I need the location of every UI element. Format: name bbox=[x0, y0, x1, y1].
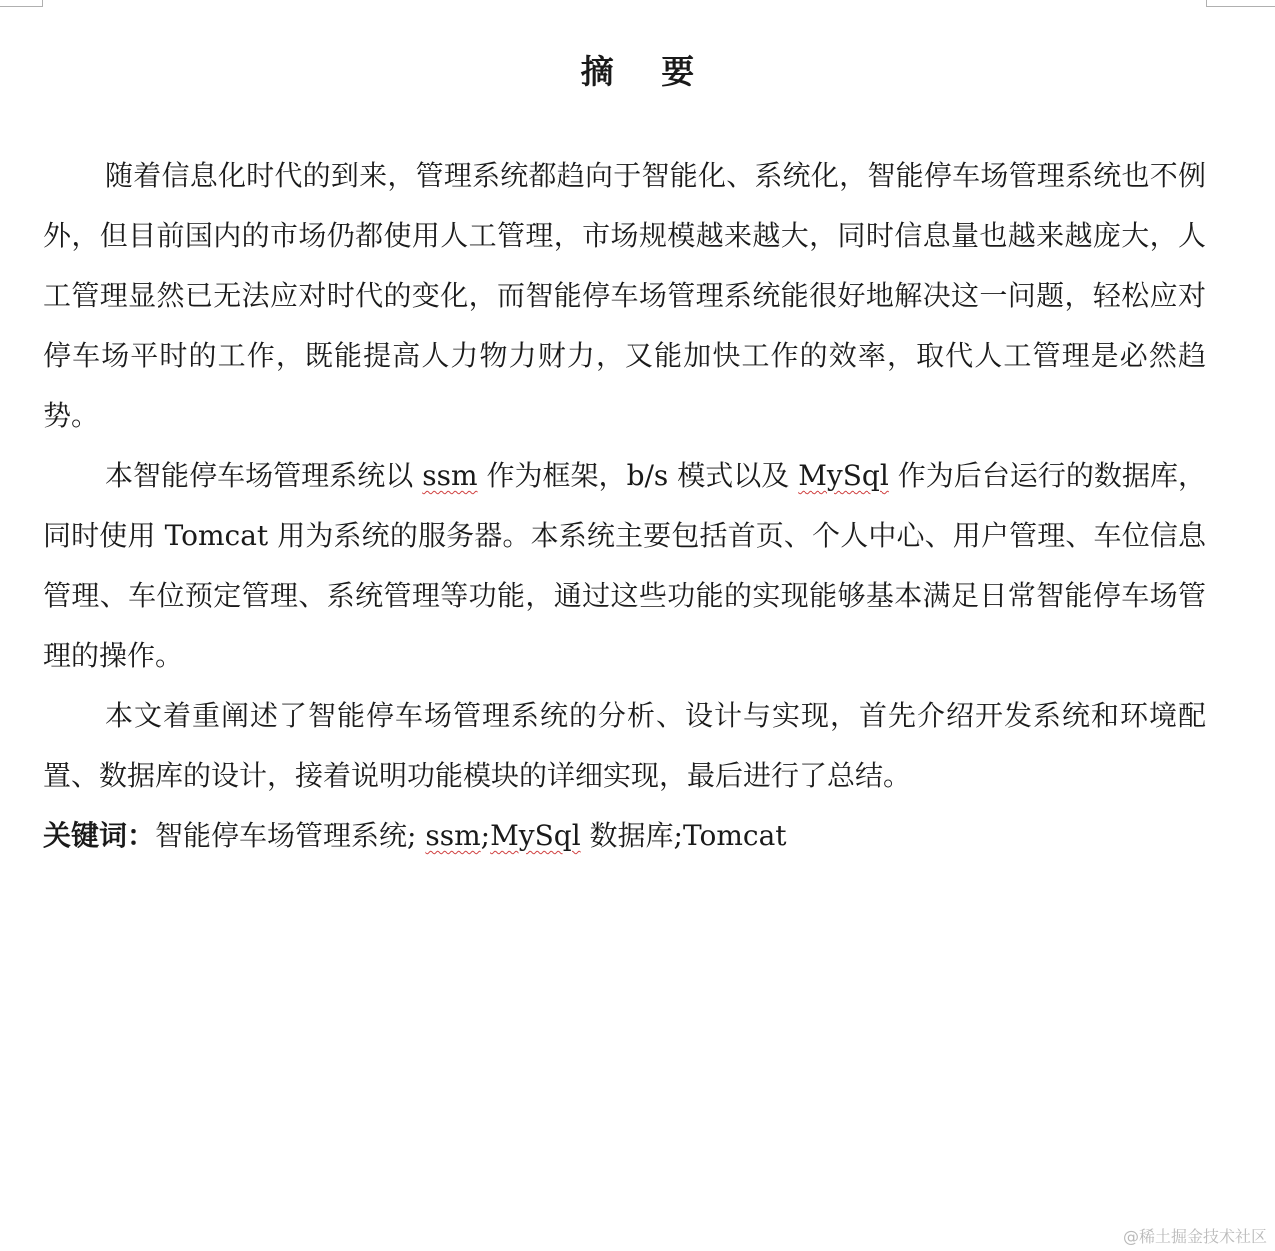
paragraph-3: 本文着重阐述了智能停车场管理系统的分析、设计与实现，首先介绍开发系统和环境配置、数据库的设计，接着说明功能模块的详细实现，最后进行了总结。 bbox=[43, 699, 1206, 792]
keywords-line bbox=[43, 806, 1206, 866]
page-corner-mark-left bbox=[0, 0, 43, 7]
keywords-label: 关键词： bbox=[43, 819, 156, 852]
keywords-text-a: 智能停车场管理系统; bbox=[155, 819, 426, 852]
abstract-title: 摘 要 bbox=[580, 52, 713, 91]
paragraph-2-text-c: 作为后台运行的数据库，同时使用 Tomcat 用为系统的服务器。本系统主要包括首页、个人中心、用户管理、车位信息管理、车位预定管理、系统管理等功能，通过这些功能的实现能够基本满足日常智能停车场管理的操作。 bbox=[43, 459, 1206, 672]
keyword-ssm: ssm bbox=[425, 819, 481, 852]
abstract-body bbox=[43, 146, 1206, 866]
watermark: @稀土掘金技术社区 bbox=[1122, 1227, 1267, 1246]
paragraph-2-text-b: 作为框架，b/s 模式以及 bbox=[477, 459, 799, 492]
paragraph-2-text-a: 本智能停车场管理系统以 bbox=[105, 459, 423, 492]
keywords-text-b: 数据库;Tomcat bbox=[580, 819, 787, 852]
keywords-separator: ; bbox=[480, 819, 491, 852]
keyword-mysql: MySql bbox=[490, 819, 581, 852]
paragraph-1: 随着信息化时代的到来，管理系统都趋向于智能化、系统化，智能停车场管理系统也不例外，但目前国内的市场仍都使用人工管理，市场规模越来越大，同时信息量也越来越庞大，人工管理显然已无法应对时代的变化，而智能停车场管理系统能很好地解决这一问题，轻松应对停车场平时的工作，既能提高人力物力财力，又能加快工作的效率，取代人工管理是必然趋势。 bbox=[43, 159, 1206, 432]
paragraph-2 bbox=[43, 446, 1206, 686]
spellcheck-mysql: MySql bbox=[798, 459, 889, 492]
spellcheck-ssm: ssm bbox=[422, 459, 478, 492]
page-corner-mark-right bbox=[1206, 0, 1275, 7]
